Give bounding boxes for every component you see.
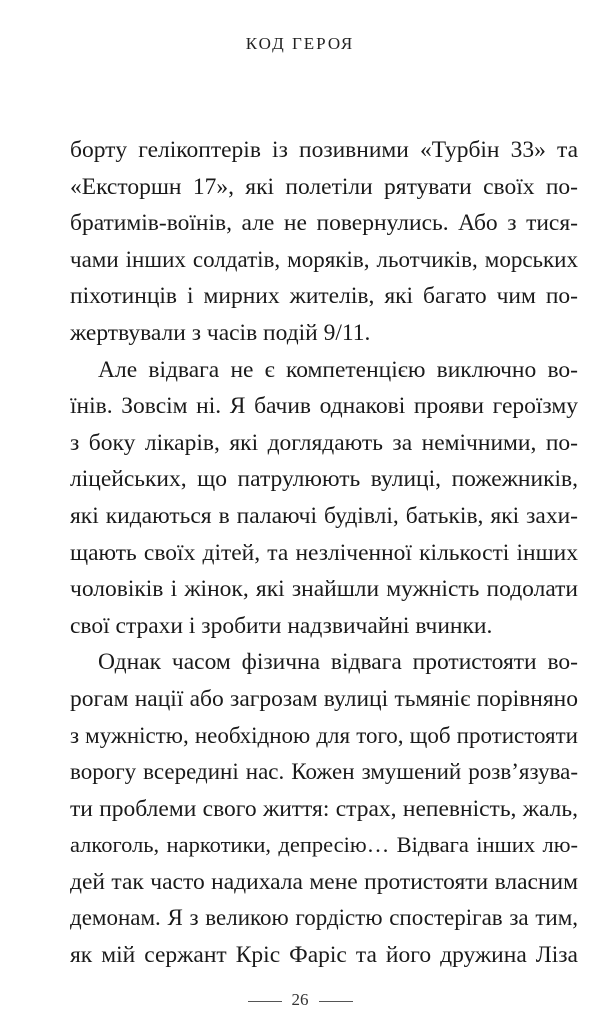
folio-rule-left <box>248 1001 282 1002</box>
text-line: чоловіків і жінок, які знайшли мужність подолати <box>70 576 578 603</box>
text-line: дей так часто надихала мене протистояти власним <box>70 868 578 895</box>
text-line: демонам. Я з великою гордістю спостерігав за тим, <box>70 905 578 931</box>
text-line: чами інших солдатів, моряків, льотчиків, морських <box>70 246 578 272</box>
text-line: ти проблеми свого життя: страх, непевність, жаль, <box>70 795 578 822</box>
paragraph <box>70 132 578 352</box>
paragraph <box>70 352 578 645</box>
paragraph <box>70 644 578 973</box>
text-line: щають своїх дітей, та незліченної кількості інших <box>70 539 578 566</box>
text-line: які кидаються в палаючі будівлі, батьків, які захи- <box>70 502 578 529</box>
text-line: рогам нації або загрозам вулиці тьмяніє порівняно <box>70 685 578 712</box>
text-line: ліцейських, що патрулюють вулиці, пожежників, <box>70 466 578 493</box>
running-head: КОД ГЕРОЯ <box>245 34 355 53</box>
page-number-text: 26 <box>291 990 309 1009</box>
text-line: піхотинців і мирних жителів, які багато чим по- <box>70 283 578 310</box>
text-line: Але відвага не є компетенцією виключно во- <box>98 356 578 383</box>
text-line: «Ексторшн 17», які полетіли рятувати своїх по- <box>70 173 578 200</box>
text-line: свої страхи і зробити надзвичайні вчинки. <box>70 612 493 639</box>
text-line: братимів-воїнів, але не повернулись. Або з тися- <box>70 210 578 237</box>
text-line: з мужністю, необхідною для того, щоб протистояти <box>70 722 578 748</box>
text-line: з боку лікарів, які доглядають за немічними, по- <box>70 429 578 456</box>
text-line: бортy гелікоптерів із позивними «Турбін 33» та <box>70 137 578 163</box>
text-line: як мій сержант Кріс Фаріс та його дружина Ліза <box>70 942 578 969</box>
text-line: Однак часом фізична відвага протистояти во- <box>98 649 578 676</box>
folio-rule-right <box>319 1001 353 1002</box>
text-line: жертвували з часів подій 9/11. <box>70 319 371 346</box>
text-line: алкоголь, наркотики, депресію… Відвага інших лю- <box>70 832 578 858</box>
page-number <box>0 990 600 1010</box>
text-line: їнів. Зовсім ні. Я бачив однакові прояви героїзму <box>70 393 578 420</box>
text-line: ворогу всередині нас. Кожен змушений розв’язува- <box>70 759 578 785</box>
body-text <box>70 132 578 974</box>
